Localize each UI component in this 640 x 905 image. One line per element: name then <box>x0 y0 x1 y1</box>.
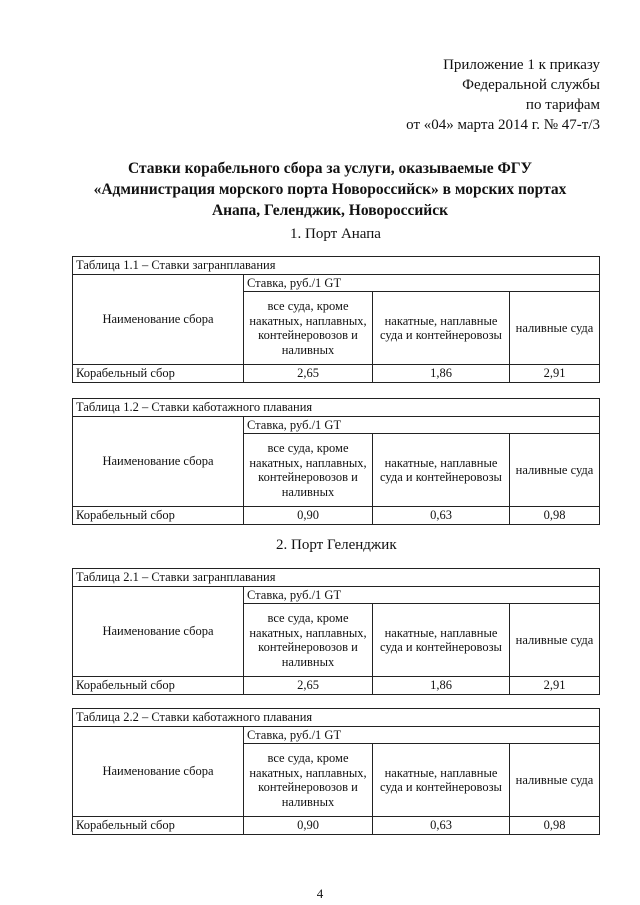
row-label: Корабельный сбор <box>73 817 244 835</box>
rate-value: 0,98 <box>510 507 600 525</box>
column-header-tankers: наливные суда <box>510 604 600 677</box>
table-row <box>73 817 600 835</box>
rate-value: 2,91 <box>510 677 600 695</box>
column-header-unit: Ставка, руб./1 GT <box>244 416 600 434</box>
rates-table <box>72 568 600 695</box>
column-header-name: Наименование сбора <box>73 416 244 507</box>
document-title: Ставки корабельного сбора за услуги, оказываемые ФГУ «Администрация морского порта Новороссийск» в морских портах Анапа, Геленджик, Новороссийск <box>93 160 567 219</box>
section-heading: 2. Порт Геленджик <box>276 537 397 553</box>
table-caption: Таблица 2.2 – Ставки каботажного плавания <box>73 709 600 727</box>
column-header-unit: Ставка, руб./1 GT <box>244 274 600 292</box>
row-label: Корабельный сбор <box>73 677 244 695</box>
column-header-roro-vessels: накатные, наплавные суда и контейнеровозы <box>373 744 510 817</box>
rates-table <box>72 256 600 383</box>
column-header-tankers: наливные суда <box>510 292 600 365</box>
column-header-general-vessels: все суда, кроме накатных, наплавных, контейнеровозов и наливных <box>244 434 373 507</box>
row-label: Корабельный сбор <box>73 507 244 525</box>
header-line: от «04» марта 2014 г. № 47-т/3 <box>406 117 600 133</box>
header-line: по тарифам <box>525 97 600 113</box>
column-header-roro-vessels: накатные, наплавные суда и контейнеровозы <box>373 434 510 507</box>
header-line: Приложение 1 к приказу <box>443 57 600 73</box>
table-caption: Таблица 2.1 – Ставки загранплавания <box>73 569 600 587</box>
column-header-general-vessels: все суда, кроме накатных, наплавных, контейнеровозов и наливных <box>244 292 373 365</box>
appendix-header <box>406 55 600 135</box>
column-header-general-vessels: все суда, кроме накатных, наплавных, контейнеровозов и наливных <box>244 604 373 677</box>
column-header-unit: Ставка, руб./1 GT <box>244 726 600 744</box>
row-label: Корабельный сбор <box>73 365 244 383</box>
column-header-name: Наименование сбора <box>73 274 244 365</box>
header-line: Федеральной службы <box>462 77 600 93</box>
table-row <box>73 365 600 383</box>
rate-value: 1,86 <box>373 677 510 695</box>
rate-value: 0,63 <box>373 507 510 525</box>
table-caption: Таблица 1.2 – Ставки каботажного плавания <box>73 399 600 417</box>
rate-value: 0,90 <box>244 817 373 835</box>
rate-value: 0,98 <box>510 817 600 835</box>
section-heading: 1. Порт Анапа <box>290 226 381 242</box>
rate-value: 2,65 <box>244 365 373 383</box>
column-header-tankers: наливные суда <box>510 744 600 817</box>
column-header-name: Наименование сбора <box>73 726 244 817</box>
table-row <box>73 507 600 525</box>
column-header-roro-vessels: накатные, наплавные суда и контейнеровозы <box>373 292 510 365</box>
column-header-roro-vessels: накатные, наплавные суда и контейнеровозы <box>373 604 510 677</box>
rates-table <box>72 708 600 835</box>
rate-value: 2,91 <box>510 365 600 383</box>
column-header-name: Наименование сбора <box>73 586 244 677</box>
rates-table <box>72 398 600 525</box>
table-row <box>73 677 600 695</box>
column-header-unit: Ставка, руб./1 GT <box>244 586 600 604</box>
rate-value: 0,90 <box>244 507 373 525</box>
page-number: 4 <box>316 886 324 901</box>
rate-value: 0,63 <box>373 817 510 835</box>
rate-value: 1,86 <box>373 365 510 383</box>
column-header-tankers: наливные суда <box>510 434 600 507</box>
table-caption: Таблица 1.1 – Ставки загранплавания <box>73 257 600 275</box>
column-header-general-vessels: все суда, кроме накатных, наплавных, контейнеровозов и наливных <box>244 744 373 817</box>
rate-value: 2,65 <box>244 677 373 695</box>
